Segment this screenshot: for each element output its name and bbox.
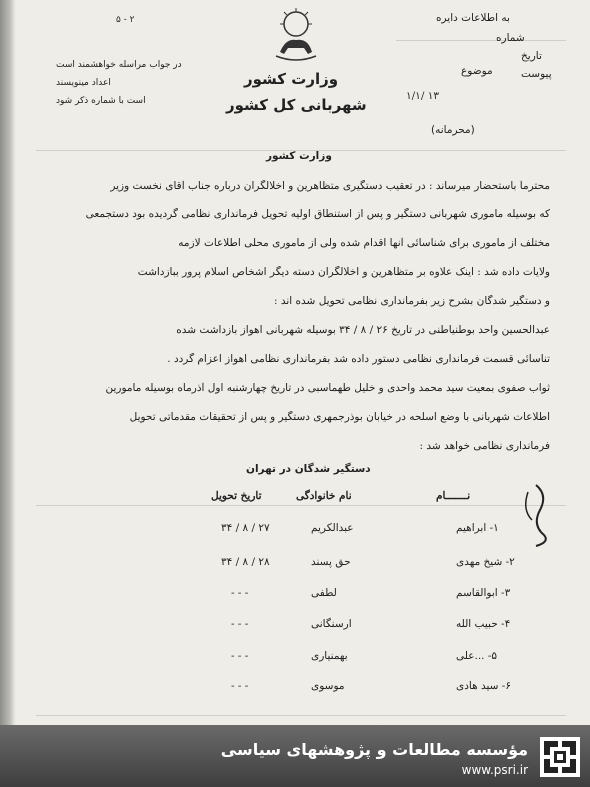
paper-sheet <box>16 0 590 787</box>
date-field: تاریخ <box>521 50 542 62</box>
bleed-through-line <box>396 40 566 41</box>
table-row-2-date: ۳۴ / ۸ / ۲۸ <box>221 556 270 568</box>
handwritten-date: ۱/۱/ ۱۳ <box>406 90 439 102</box>
table-row-5-date: - - - <box>231 650 249 662</box>
table-header-family: نام خانوادگی <box>296 490 352 502</box>
body-line: محترماً باستحضار میرساند : در تعقیب دستگیری متظاهرین و اخلالگران درباره جناب آقای نخست وزیر <box>110 180 550 192</box>
classification-label: (محرمانه) <box>431 124 475 136</box>
table-row-6-family: موسوی <box>311 680 345 692</box>
department-title: شهربانی کل کشور <box>226 96 367 114</box>
institute-url[interactable]: www.psri.ir <box>461 763 528 777</box>
table-row-6-date: - - - <box>231 680 249 692</box>
table-row-4-name: ۴- حبیب الله <box>456 618 511 630</box>
table-row-4-family: ارسنگانی <box>311 618 352 630</box>
table-row-5-name: ۵- ...علی <box>456 650 498 662</box>
table-row-1-family: عبدالکریم <box>311 522 354 534</box>
ministry-title: وزارت کشور <box>244 70 339 88</box>
page-number: ۵ - ۲ <box>116 15 135 25</box>
body-line: مختلف از ماموری برای شناسائی آنها اقدام شده ولی از ماموری محلی اطلاعات لازمه <box>178 237 550 249</box>
table-header-name: نـــــــام <box>436 490 471 502</box>
left-note-line-2: اعداد مینویسند <box>56 78 111 88</box>
table-row-2-family: حق پسند <box>311 556 351 568</box>
table-row-2-name: ۲- شیخ مهدی <box>456 556 515 568</box>
body-line: تناسائی قسمت فرمانداری نظامی دستور داده شد بفرمانداری نظامی اهواز اعزام گردد . <box>167 353 550 365</box>
body-line: عبدالحسین واحد بوطنیاطنی در تاریخ ۲۶ / ۸ / ۳۴ بوسیله شهربانی اهواز بازداشت شده <box>176 324 550 336</box>
number-field: شماره <box>496 32 525 44</box>
subject-field: موضوع <box>461 65 493 77</box>
body-line: اطلاعات شهربانی با وضع اسلحه در خیابان بوذرجمهری دستگیر و پس از تحقیقات مقدماتی تحویل <box>129 411 550 423</box>
body-line: و دستگیر شدگان بشرح زیر بفرمانداری نظامی تحویل شده اند : <box>273 295 550 307</box>
office-field: به اطلاعات دایره <box>436 12 510 24</box>
table-row-5-family: بهمنیاری <box>311 650 348 662</box>
left-note-line-1: در جواب مراسله خواهشمند است <box>56 60 182 70</box>
body-line: ثواب صفوی بمعیت سید محمد واحدی و خلیل طهماسبی در تاریخ چهارشنبه اول آذرماه بوسیله مامورین <box>105 382 550 394</box>
institute-name: مؤسسه مطالعات و پژوهشهای سیاسی <box>220 740 528 759</box>
table-header-date: تاریخ تحویل <box>211 490 262 502</box>
table-row-6-name: ۶- سید هادی <box>456 680 511 692</box>
table-row-1-name: ۱- ابراهیم <box>456 522 499 534</box>
left-note-line-3: است با شماره ذکر شود <box>56 96 146 106</box>
book-binding-shadow <box>0 0 14 787</box>
handwritten-signature-icon <box>506 480 556 550</box>
bleed-through-line <box>36 715 566 716</box>
addressee: وزارت کشور <box>266 150 332 162</box>
table-row-3-date: - - - <box>231 587 249 599</box>
psri-logo-icon <box>540 737 580 777</box>
table-row-1-date: ۳۴ / ۸ / ۲۷ <box>221 522 270 534</box>
table-row-4-date: - - - <box>231 618 249 630</box>
body-line: فرمانداری نظامی خواهد شد : <box>419 440 550 452</box>
attachment-field: پیوست <box>521 68 552 80</box>
body-line: که بوسیله ماموری شهربانی دستگیر و پس از استنطاق اولیه تحویل فرمانداری نظامی گردیده بود دستجمعی <box>85 208 550 220</box>
bleed-through-line <box>36 505 566 506</box>
body-line: ولایات داده شد : اینک علاوه بر متظاهرین و اخلالگران دسته دیگر اشخاص اسلام پرور ببازداشت <box>137 266 550 278</box>
lion-and-sun-emblem-icon <box>266 8 326 64</box>
table-row-3-name: ۳- ابوالقاسم <box>456 587 511 599</box>
table-title: دستگیر شدگان در تهران <box>246 463 371 475</box>
table-row-3-family: لطفی <box>311 587 337 599</box>
